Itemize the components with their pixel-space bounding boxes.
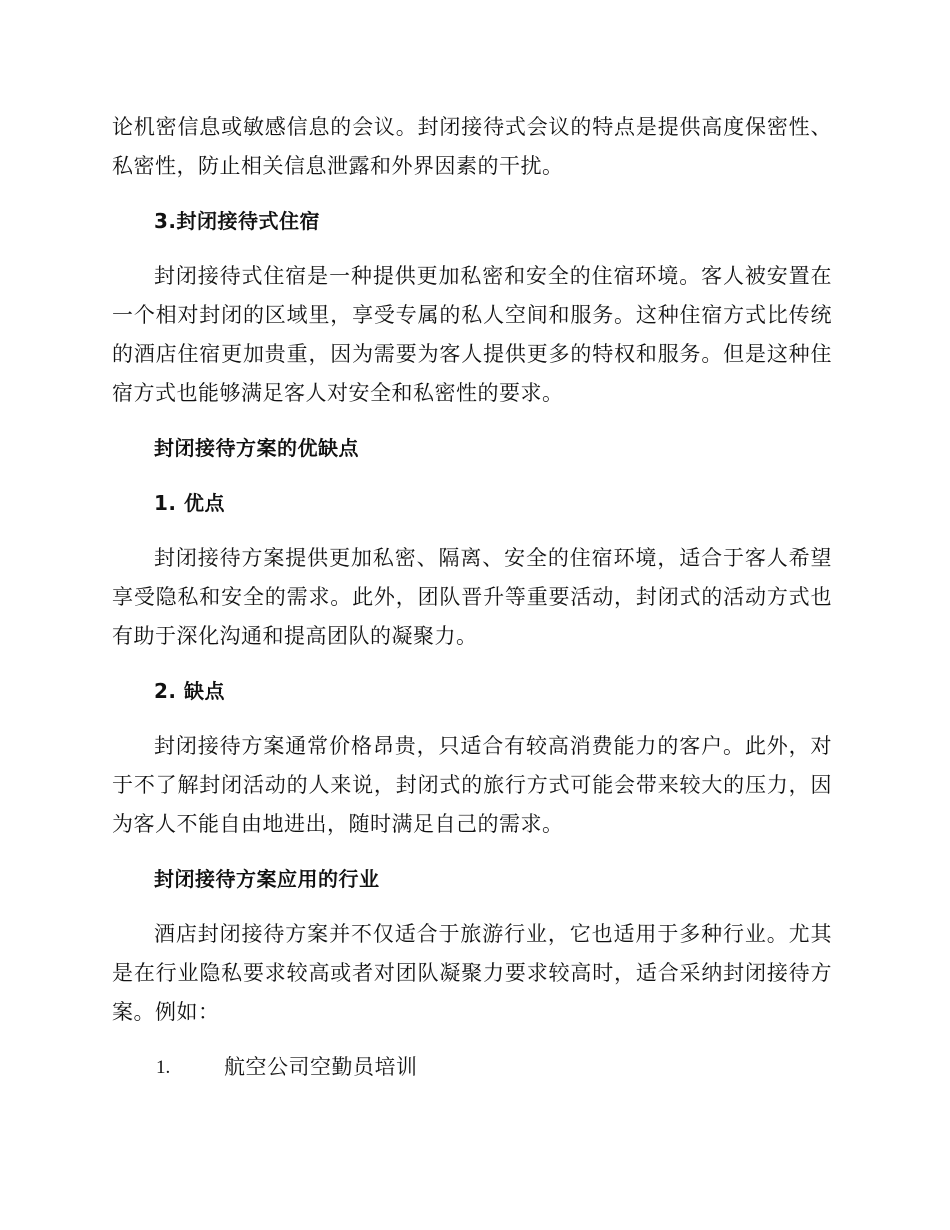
paragraph-pros: 封闭接待方案提供更加私密、隔离、安全的住宿环境，适合于客人希望享受隐私和安全的需求。此外，团队晋升等重要活动，封闭式的活动方式也有助于深化沟通和提高团队的凝聚力。 [112, 546, 832, 648]
heading-pros-cons: 封闭接待方案的优缺点 [154, 436, 359, 460]
list-item [112, 1048, 832, 1087]
heading-industries: 封闭接待方案应用的行业 [154, 867, 380, 891]
list-item-text: 航空公司空勤员培训 [224, 1055, 418, 1079]
paragraph-industries: 酒店封闭接待方案并不仅适合于旅游行业，它也适用于多种行业。尤其是在行业隐私要求较高或者对团队凝聚力要求较高时，适合采纳封闭接待方案。例如： [112, 922, 832, 1024]
heading-pros: 1. 优点 [154, 491, 225, 515]
heading-cons: 2. 缺点 [154, 679, 225, 703]
paragraph-cons: 封闭接待方案通常价格昂贵，只适合有较高消费能力的客户。此外，对于不了解封闭活动的人来说，封闭式的旅行方式可能会带来较大的压力，因为客人不能自由地进出，随时满足自己的需求。 [112, 734, 832, 836]
paragraph-closed-accommodation: 封闭接待式住宿是一种提供更加私密和安全的住宿环境。客人被安置在一个相对封闭的区域里，享受专属的私人空间和服务。这种住宿方式比传统的酒店住宿更加贵重，因为需要为客人提供更多的特权和服务。但是这种住宿方式也能够满足客人对安全和私密性的要求。 [112, 264, 832, 405]
list-item-number: 1. [156, 1057, 171, 1078]
paragraph-meeting-continued: 论机密信息或敏感信息的会议。封闭接待式会议的特点是提供高度保密性、私密性，防止相关信息泄露和外界因素的干扰。 [112, 115, 832, 178]
document-body [112, 108, 832, 1087]
heading-closed-accommodation: 3.封闭接待式住宿 [154, 209, 321, 233]
